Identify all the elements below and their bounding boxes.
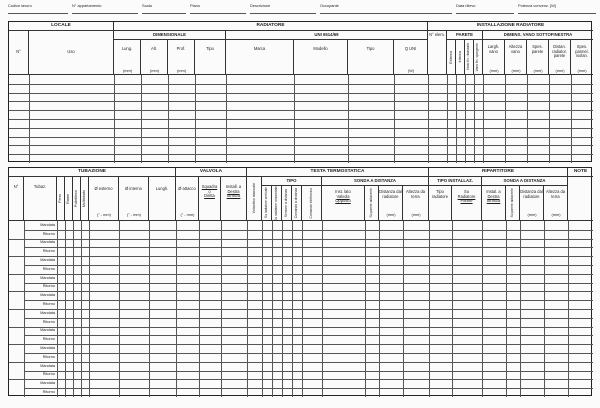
col-n-b: N° — [9, 177, 24, 221]
grid-col-line — [226, 75, 227, 163]
row-label-ritorno: Ritorno — [42, 301, 55, 306]
form-header — [8, 3, 596, 15]
grid-col-line — [379, 221, 380, 397]
grid-col-line — [195, 75, 196, 163]
col-su-rad-oriz — [272, 186, 282, 221]
descrizione-label: Descrizione — [250, 3, 271, 8]
potenza-convenz-field[interactable] — [518, 3, 596, 14]
col-su-parete-adiac-2 — [506, 186, 520, 221]
col-tubaz: Tubaz. — [24, 177, 57, 221]
grid-row-line — [24, 388, 593, 389]
grid-col-line — [247, 221, 248, 397]
row-label-mandata: Mandata — [40, 222, 55, 227]
grid-col-line — [81, 221, 82, 397]
row-label-mandata: Mandata — [40, 257, 55, 262]
col-spes-parete: Spes. parete — [527, 40, 549, 75]
unit-altezza-terra-2: (mm) — [551, 212, 561, 217]
col-modello: Modello — [294, 40, 348, 75]
col-diam-attacco: Ø attacco — [176, 177, 199, 221]
destra2-label: Destra — [487, 193, 500, 199]
rame-label: Rame — [66, 193, 71, 204]
grid-col-line — [365, 221, 366, 397]
col-diam-esterno: Ø esterno — [89, 177, 119, 221]
ripartitore-header: RIPARTITORE — [429, 168, 568, 177]
locale-header: LOCALE — [9, 22, 114, 31]
col-largh-vano: Largh. vano — [483, 40, 505, 75]
descrizione-field[interactable] — [250, 3, 316, 14]
testa-termostatica-header: TESTA TERMOSTATICA — [247, 168, 429, 177]
col-n: N° — [9, 31, 29, 75]
su-parete-adiac-label: Su parete adiacente — [368, 188, 373, 218]
note-header: NOTE — [568, 168, 593, 177]
codice-lavoro-field[interactable] — [8, 3, 68, 14]
piano-field[interactable] — [190, 3, 246, 14]
col-lungh: Lungh. — [149, 177, 176, 221]
col-alt: Alt. — [141, 40, 168, 75]
parete-header: PARETE — [447, 31, 483, 40]
grid-col-line — [176, 221, 177, 397]
grid-row-line — [24, 230, 593, 231]
codice-lavoro-label: Codice lavoro — [8, 3, 32, 8]
interna-label: Interna — [457, 51, 462, 63]
grid-col-line — [294, 75, 295, 163]
col-rame — [65, 177, 73, 221]
grid-col-line — [465, 75, 466, 163]
piano-label: Piano — [190, 3, 200, 8]
grid-col-line — [29, 75, 30, 163]
grid-col-line — [262, 221, 263, 397]
grid-col-line — [119, 221, 120, 397]
col-su-parete-adiac — [365, 186, 379, 221]
col-polietilene — [73, 177, 81, 221]
su-label: Su — [463, 189, 469, 194]
grid-col-line — [447, 75, 448, 163]
col-sensore — [282, 186, 292, 221]
unit-q-uni: (W) — [407, 68, 415, 73]
volantino-label: Volantino manuale — [251, 183, 256, 214]
grid-col-line — [505, 75, 506, 163]
col-uso: Uso — [29, 31, 114, 75]
row-label-mandata: Mandata — [40, 328, 55, 333]
col-su-radiatore-parete — [452, 186, 482, 221]
grid-row-line — [24, 265, 593, 266]
unit-alt: (mm) — [149, 68, 160, 73]
unit-diam-att: (" - mm) — [180, 212, 195, 217]
grid-col-line — [168, 75, 169, 163]
tubazione-header: TUBAZIONE — [9, 168, 176, 177]
col-ferro — [57, 177, 65, 221]
grid-col-line — [149, 221, 150, 397]
su-rad-oriz-label: Su radiatore orizzontale — [273, 186, 278, 221]
row-label-ritorno: Ritorno — [42, 249, 55, 254]
grid-col-line — [544, 221, 545, 397]
col-distan-radiator: Distan. radiator. parete — [549, 40, 571, 75]
sonda-header: SONDA A DISTANZA — [322, 177, 429, 186]
potenza-convenz-label: Potenza convenz. [W] — [518, 3, 556, 8]
grid-row-line — [24, 371, 593, 372]
multistrato-label: Multistrato — [82, 189, 87, 207]
col-comando-dist — [292, 186, 302, 221]
col-prof: Prof. — [168, 40, 195, 75]
grid-row-line — [24, 335, 593, 336]
col-instal-destra — [482, 186, 506, 221]
row-label-ritorno: Ritorno — [42, 354, 55, 359]
row-label-ritorno: Ritorno — [42, 266, 55, 271]
instal-a-label: Instal. a — [486, 189, 501, 194]
unit-lung: (mm) — [122, 68, 133, 73]
grid-col-line — [141, 75, 142, 163]
col-su-rad-vert — [262, 186, 272, 221]
grid-col-line — [24, 221, 25, 397]
grid-col-line — [429, 221, 430, 397]
esterna-label: Esterna — [448, 50, 453, 64]
grid-col-line — [57, 221, 58, 397]
radiator-table — [8, 21, 592, 162]
radiatore-label: Radiatore — [457, 193, 476, 199]
grid-col-line — [199, 221, 200, 397]
col-vano-ribassato — [465, 40, 474, 75]
sonda2-header: SONDA A DISTANZA — [482, 177, 568, 186]
grid-col-line — [302, 221, 303, 397]
grid-col-line — [403, 221, 404, 397]
grid-row-line — [24, 300, 593, 301]
grid-col-line — [568, 221, 569, 397]
tipo-installaz-header: TIPO INSTALLAZ. — [429, 177, 482, 186]
grid-col-line — [348, 75, 349, 163]
grid-col-line — [482, 221, 483, 397]
col-tipo: Tipo — [195, 40, 226, 75]
col-comando-elet — [302, 186, 322, 221]
uni-header: UNI 6514/69 — [226, 31, 428, 40]
col-diam-interno: Ø interno — [119, 177, 149, 221]
col-distanza-rad-2: Distanza dal radiatore — [520, 186, 544, 221]
row-label-mandata: Mandata — [40, 363, 55, 368]
dimensionale-header: DIMENSIONALE — [114, 31, 226, 40]
install-a-label: Install. a — [225, 184, 242, 189]
col-marca: Marca — [226, 40, 294, 75]
col-interna — [456, 40, 465, 75]
row-label-mandata: Mandata — [40, 240, 55, 245]
unit-diam-ext: (" - mm) — [97, 212, 111, 217]
valvola-header: VALVOLA — [176, 168, 247, 177]
row-label-ritorno: Ritorno — [42, 372, 55, 377]
comando-dist-label: Comando a distanza — [293, 187, 298, 219]
installazione-header: INSTALLAZIONE RADIATORE — [428, 22, 593, 31]
grid-col-line — [73, 221, 74, 397]
scala-label: Scala — [142, 3, 152, 8]
col-distanza-rad: Distanza dal radiatore — [379, 186, 403, 221]
col-squadra — [199, 177, 221, 221]
grid-col-line — [506, 221, 507, 397]
col-altezza-terra-2: Altezza da terra — [544, 186, 568, 221]
unit-distanza-2: (mm) — [527, 212, 537, 217]
grid-col-line — [549, 75, 550, 163]
sinistra-label: Sinistra — [226, 193, 241, 199]
grid-row-line — [24, 318, 593, 319]
su-rad-vert-label: Su radiatore verticale — [263, 187, 268, 219]
grid-col-line — [394, 75, 395, 163]
unit-largh: (mm) — [489, 68, 499, 73]
n-appartamento-field[interactable] — [72, 3, 138, 14]
grid-col-line — [428, 75, 429, 163]
col-altezza-vano: Altezza vano — [505, 40, 527, 75]
grid-col-line — [65, 221, 66, 397]
col-spes-pannel: Spes. pannel. isolan. — [571, 40, 593, 75]
grid-col-line — [456, 75, 457, 163]
diritta-label: Diritta — [204, 193, 215, 199]
col-q-uni: Q UNI — [394, 40, 428, 75]
piping-table — [8, 167, 592, 396]
su-parete-adiac-2-label: Su parete adiacente — [509, 188, 514, 218]
sinistra2-label: Sinistra — [486, 198, 501, 204]
row-label-mandata: Mandata — [40, 345, 55, 350]
col-altezza-terra: Altezza da terra — [403, 186, 429, 221]
unit-distan: (mm) — [555, 68, 565, 73]
unit-altezza-terra: (mm) — [411, 212, 421, 217]
opposto-label: Opposto — [335, 198, 351, 204]
col-multistrato — [81, 177, 89, 221]
col-tipo-radiatore: Tipo radiatore — [429, 186, 452, 221]
parete-label: Parete — [460, 198, 473, 204]
row-label-mandata: Mandata — [40, 310, 55, 315]
occupante-label: Occupante — [320, 3, 339, 8]
grid-col-line — [292, 221, 293, 397]
comando-elet-label: Comando elettronico — [308, 187, 313, 219]
grid-col-line — [483, 75, 484, 163]
grid-col-line — [520, 221, 521, 397]
unit-diam-int: (" - mm) — [127, 212, 141, 217]
col-vano-sporgente — [474, 40, 483, 75]
row-label-ritorno: Ritorno — [42, 231, 55, 236]
polietilene-label: Polietilene — [74, 189, 79, 207]
vano-sporgente-label: Vano fin. sporgente — [475, 42, 480, 72]
occupante-field[interactable] — [320, 3, 452, 14]
squadra-label: Squadra — [201, 184, 218, 189]
scala-field[interactable] — [142, 3, 186, 14]
destra-label: Destra — [227, 188, 240, 194]
col-lung: Lung. — [114, 40, 141, 75]
col-inst-lato — [322, 186, 365, 221]
o-label: o — [208, 188, 211, 194]
grid-col-line — [282, 221, 283, 397]
dimens-vano-header: DIMENS. VANO SOTTOFINESTRA — [483, 31, 593, 40]
col-esterna — [447, 40, 456, 75]
inst-lato-label: Inst. lato — [335, 189, 351, 194]
row-label-mandata: Mandata — [40, 293, 55, 298]
sensore-label: Sensore a distanza — [283, 188, 288, 218]
col-volantino — [247, 177, 262, 221]
row-label-ritorno: Ritorno — [42, 389, 55, 394]
n-appartamento-label: N° appartamento — [72, 3, 102, 8]
grid-col-line — [272, 221, 273, 397]
grid-col-line — [89, 221, 90, 397]
grid-row-line — [24, 353, 593, 354]
tipo-header: TIPO — [262, 177, 322, 186]
row-label-ritorno: Ritorno — [42, 337, 55, 342]
row-label-mandata: Mandata — [40, 381, 55, 386]
unit-prof: (mm) — [176, 68, 187, 73]
row-label-ritorno: Ritorno — [42, 284, 55, 289]
col-install-destra — [221, 177, 247, 221]
grid-col-line — [452, 221, 453, 397]
grid-col-line — [221, 221, 222, 397]
col-tipo-2: Tipo — [348, 40, 394, 75]
col-n-elem: N° elem. — [428, 31, 447, 75]
col-note — [568, 177, 593, 221]
data-rilievo-field[interactable] — [456, 3, 514, 14]
grid-col-line — [322, 221, 323, 397]
grid-row-line — [24, 247, 593, 248]
unit-pannel: (mm) — [577, 68, 587, 73]
unit-distanza: (mm) — [386, 212, 396, 217]
row-label-ritorno: Ritorno — [42, 319, 55, 324]
ferro-label: Ferro — [58, 194, 63, 203]
grid-col-line — [114, 75, 115, 163]
radiatore-header: RADIATORE — [114, 22, 428, 31]
grid-row-line — [24, 283, 593, 284]
row-label-mandata: Mandata — [40, 275, 55, 280]
grid-col-line — [527, 75, 528, 163]
grid-col-line — [571, 75, 572, 163]
valvola-label: Valvola — [336, 193, 350, 199]
unit-spes: (mm) — [533, 68, 543, 73]
grid-col-line — [474, 75, 475, 163]
unit-altezza: (mm) — [511, 68, 521, 73]
data-rilievo-label: Data rilievo — [456, 3, 476, 8]
vano-ribassato-label: Vano fin. ribassato — [466, 43, 471, 71]
